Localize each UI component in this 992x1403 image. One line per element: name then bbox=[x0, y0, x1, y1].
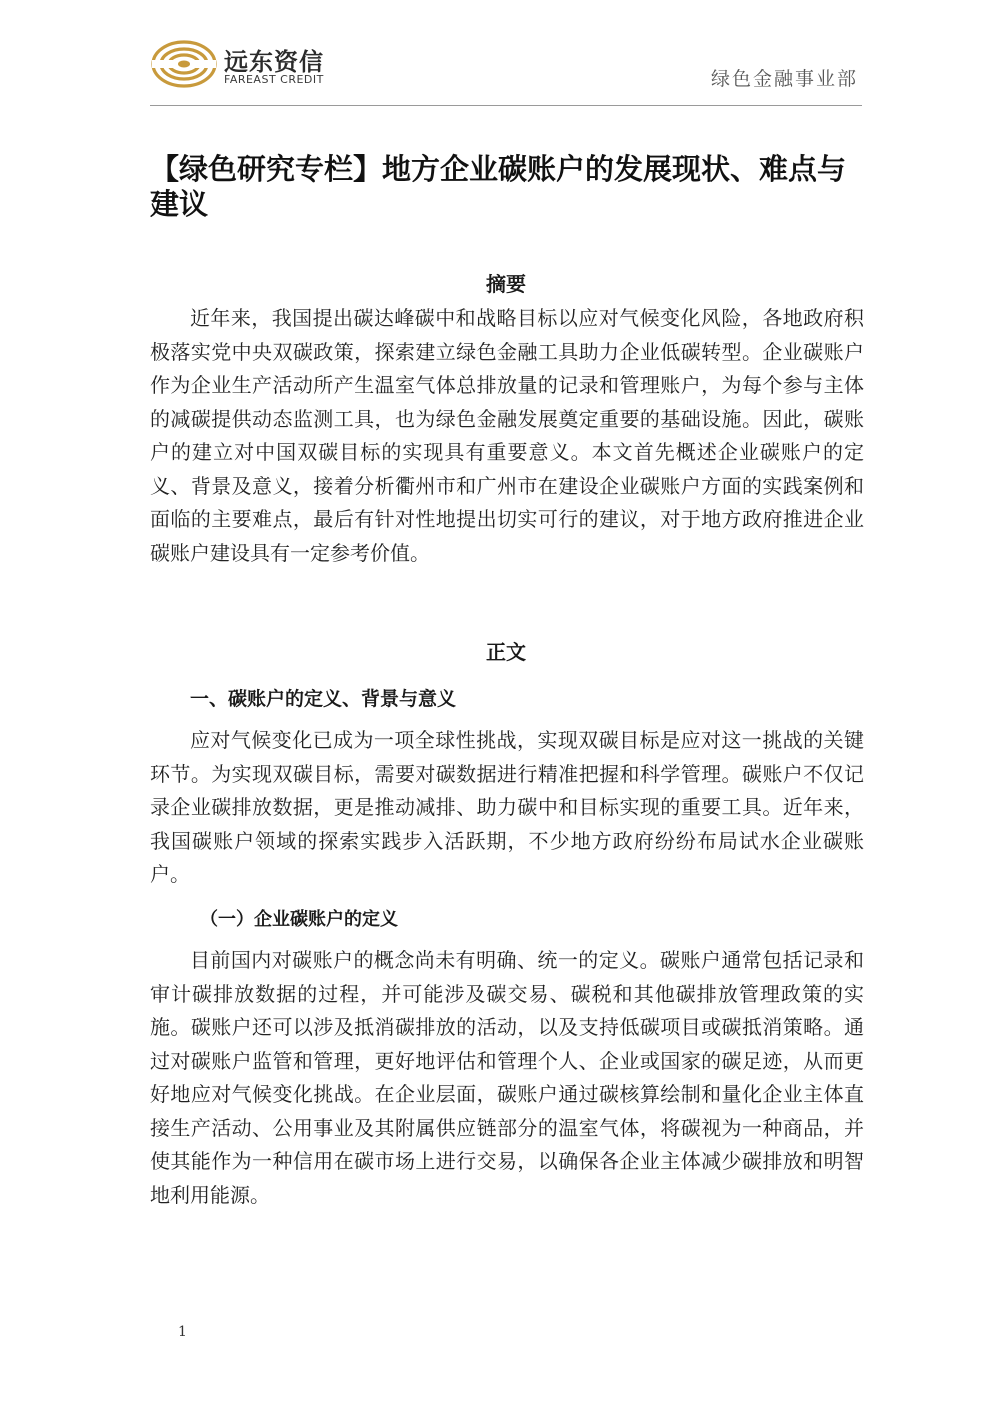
fareast-credit-logo-icon bbox=[150, 38, 218, 90]
department-label: 绿色金融事业部 bbox=[710, 68, 858, 90]
abstract-paragraph: 近年来，我国提出碳达峰碳中和战略目标以应对气候变化风险，各地政府积极落实党中央双碳政策，探索建立绿色金融工具助力企业低碳转型。企业碳账户作为企业生产活动所产生温室气体总排放量的记录和管理账户，为每个参与主体的减碳提供动态监测工具，也为绿色金融发展奠定重要的基础设施。因此，碳账户的建立对中国双碳目标的实现具有重要意义。本文首先概述企业碳账户的定义、背景及意义，接着分析衢州市和广州市在建设企业碳账户方面的实践案例和面临的主要难点，最后有针对性地提出切实可行的建议，对于地方政府推进企业碳账户建设具有一定参考价值。 bbox=[150, 306, 864, 565]
abstract-heading: 摘要 bbox=[486, 272, 526, 296]
brand-name-cn: 远东资信 bbox=[224, 48, 324, 76]
document-title: 【绿色研究专栏】地方企业碳账户的发展现状、难点与建议 bbox=[150, 152, 847, 221]
brand-name-en: FAREAST CREDIT bbox=[224, 73, 324, 86]
header-divider bbox=[150, 105, 862, 106]
subsection-1-paragraph: 目前国内对碳账户的概念尚未有明确、统一的定义。碳账户通常包括记录和审计碳排放数据的过程，并可能涉及碳交易、碳税和其他碳排放管理政策的实施。碳账户还可以涉及抵消碳排放的活动，以及支持低碳项目或碳抵消策略。通过对碳账户监管和管理，更好地评估和管理个人、企业或国家的碳足迹，从而更好地应对气候变化挑战。在企业层面，碳账户通过碳核算绘制和量化企业主体直接生产活动、公用事业及其附属供应链部分的温室气体，将碳视为一种商品，并使其能作为一种信用在碳市场上进行交易，以确保各企业主体减少碳排放和明智地利用能源。 bbox=[150, 948, 864, 1207]
body-heading: 正文 bbox=[486, 640, 526, 664]
page-number: 1 bbox=[178, 1324, 187, 1340]
page-header bbox=[0, 0, 992, 110]
subsection-1-title: （一）企业碳账户的定义 bbox=[200, 909, 398, 930]
section-1-title: 一、碳账户的定义、背景与意义 bbox=[190, 688, 457, 710]
section-1-paragraph: 应对气候变化已成为一项全球性挑战，实现双碳目标是应对这一挑战的关键环节。为实现双碳目标，需要对碳数据进行精准把握和科学管理。碳账户不仅记录企业碳排放数据，更是推动减排、助力碳中和目标实现的重要工具。近年来，我国碳账户领域的探索实践步入活跃期，不少地方政府纷纷布局试水企业碳账户。 bbox=[150, 728, 864, 886]
